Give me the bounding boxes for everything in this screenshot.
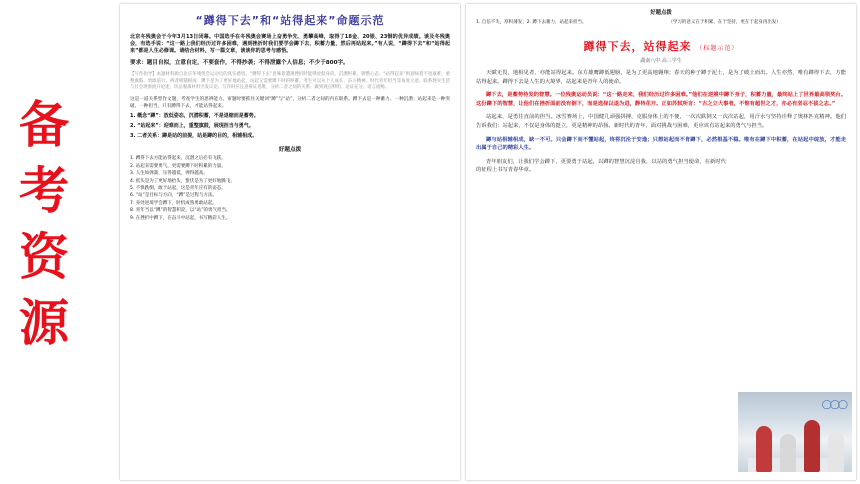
side-title (18, 92, 70, 356)
note-item: 4. 低头是为了更好地抬头，蛰伏是为了更好地腾飞。 (130, 178, 235, 184)
essay-paragraph: 站起来，是勇往直前的担当。冰雪赛场上，中国健儿顽强拼搏，克服身体上的不便，一次次跌倒又一次次站起，用汗水与坚持诠释了奥林匹克精神。他们告诉我们：站起来，不仅是身体的挺立，更是精神的昂扬。新时代的青年，面对挑战与困难，更应该有站起来的勇气与担当。 (476, 114, 846, 129)
essay-paragraph: 天赋无畏，地相见者，亦能站得起来。东方雄鹰蹲低翅膀，是为了更高地翱翔；春天的种子蹲于泥土，是为了破土而出。人生亦然，唯有蹲得下去，方能站得起来。蹲得下去是人生的大境界，站起来是青年人的使命。 (476, 70, 846, 85)
side-title-char: 备 (19, 96, 69, 154)
note-item: 8. 青年当以“蹲”的智慧积淀，以“站”的勇气担当。 (130, 208, 231, 214)
note-item: 3. 人生如弹簧，压得越低，弹得越高。 (130, 171, 208, 177)
essay-paragraph: 蹲下去，是蓄势待发的智慧。一位残奥运动员说：“这一路走来，我们经历过许多困难。”他们在逆境中蹲下身子，积蓄力量，最终站上了世界最高领奖台。这份蹲下的智慧，让他们在挫折面前没有倒下，而是选择以退为进，静待花开。正如苏轼所言：“古之立大事者，不惟有超世之才，亦必有坚忍不拔之志。” (476, 92, 846, 107)
notes-title: 好题点拨 (278, 147, 302, 154)
prompt-material: 北京冬残奥会于今年3月13日闭幕。中国选手在冬残奥会赛场上奋勇争先、勇攀高峰，取得了18金、20银、23铜的优异成绩。谈及冬残奥会，有选手说：“这一路上我们经历过许多困难，遇到挫折时我们要学会蹲下去、积蓄力量，然后再站起来。”有人说，“蹲得下去”和“站得起来”都是人生必修课。请结合材料，写一篇文章，谈谈你的思考与感悟。 (130, 34, 450, 55)
side-title-char: 源 (19, 294, 69, 352)
athlete-figure (756, 426, 772, 472)
document-page-left (120, 4, 460, 480)
section-point: 2. “站起来”：迎难而上，重整旗鼓，展现担当与勇气。 (130, 123, 254, 130)
note-item: 6. “站”是目标与方向，“蹲”是过程与方法。 (130, 193, 218, 199)
section-point: 3. 二者关系：蹲是站的前提，站是蹲的目的，相辅相成。 (130, 133, 258, 140)
essay-author: 湖南八中 高三学生 (640, 58, 682, 64)
document-page-right (466, 4, 856, 480)
athletes-photo (738, 392, 852, 472)
page-title: “蹲得下去”和“站得起来”命题示范 (195, 14, 385, 27)
analysis-paragraph: 这是一道关系型作文题，考查学生的思辨能力。审题时要抓住关键词“蹲”与“站”，分析二者之间的内在联系。蹲下去是一种蓄力、一种沉潜；站起来是一种突破、一种担当。只有蹲得下去，才能站得起来。 (130, 97, 450, 110)
writing-guidance: 【写作指导】本题材料源自北京冬残奥会运动员的真实感悟。“蹲得下去”意味着遭遇挫折时能够放低身段、沉潜积累、调整心态；“站得起来”则意味着不畏艰难、重整旗鼓、勇敢前行。两者相辅相成：蹲下是为了更好地站起，站起又需要蹲下时的积蓄。考生可以从个人成长、奋斗精神、时代青年担当等角度立意，联系现实生活与社会现象展开论述，切忌脱离材料空发议论。写作时应注意辩证思维，分析二者之间的关系，做到观点鲜明、论证充分、语言流畅。 (130, 72, 450, 90)
note-item: 2. 站起来需要勇气，更需要蹲下时积累的力量。 (130, 163, 226, 169)
essay-paragraph: 蹲与站相辅相成，缺一不可。只会蹲下而不懂站起，终将沉沦于安逸；只想站起而不肯蹲下，必然根基不稳。唯有在蹲下中积蓄，在站起中绽放，才能走出属于自己的精彩人生。 (476, 136, 846, 152)
essay-title (466, 38, 856, 54)
tip-left: 1. 自信不失，厚积薄发；2. 蹲下去蓄力，站起来担当。 (476, 20, 587, 25)
note-item: 9. 在挫折中蹲下，在奋斗中站起，书写精彩人生。 (130, 215, 231, 221)
notes-list (130, 155, 450, 222)
tips-row (476, 19, 846, 26)
athlete-figure (828, 432, 844, 472)
essay-title-note: （标题示范） (696, 45, 739, 52)
side-title-char: 考 (19, 162, 69, 220)
athlete-figure (804, 420, 820, 472)
side-title-char: 资 (19, 228, 69, 286)
essay-title-text: 蹲得下去，站得起来 (583, 40, 692, 53)
athlete-figure (780, 434, 796, 472)
note-item: 1. 蹲得下去方能站得起来，沉潜之后必有飞跃。 (130, 156, 226, 162)
page-head: 好题点拨 (650, 10, 672, 16)
section-point: 1. 概念“蹲”：放低姿态，沉潜积蓄，不是退缩而是蓄势。 (130, 113, 259, 120)
note-item: 5. 不惧跌倒，敢于站起，这是青年应有的姿态。 (130, 185, 226, 191)
note-item: 7. 身处逆境学会蹲下，时机成熟勇敢站起。 (130, 200, 217, 206)
prompt-requirements: 要求：题目自拟，立意自定，不要套作，不得抄袭；不得泄露个人信息；不少于800字。 (130, 59, 349, 66)
tip-right: （学习的意义在于积累，在于坚持，更在于起身再出发） (668, 20, 781, 25)
olympic-rings-icon: ◯◯◯ (821, 400, 846, 410)
essay-paragraph: 青年朋友们，让我们学会蹲下，更要勇于站起，以蹲的智慧沉淀自我，以站的勇气担当使命，在新时代的征程上书写青春华章。 (476, 158, 726, 174)
